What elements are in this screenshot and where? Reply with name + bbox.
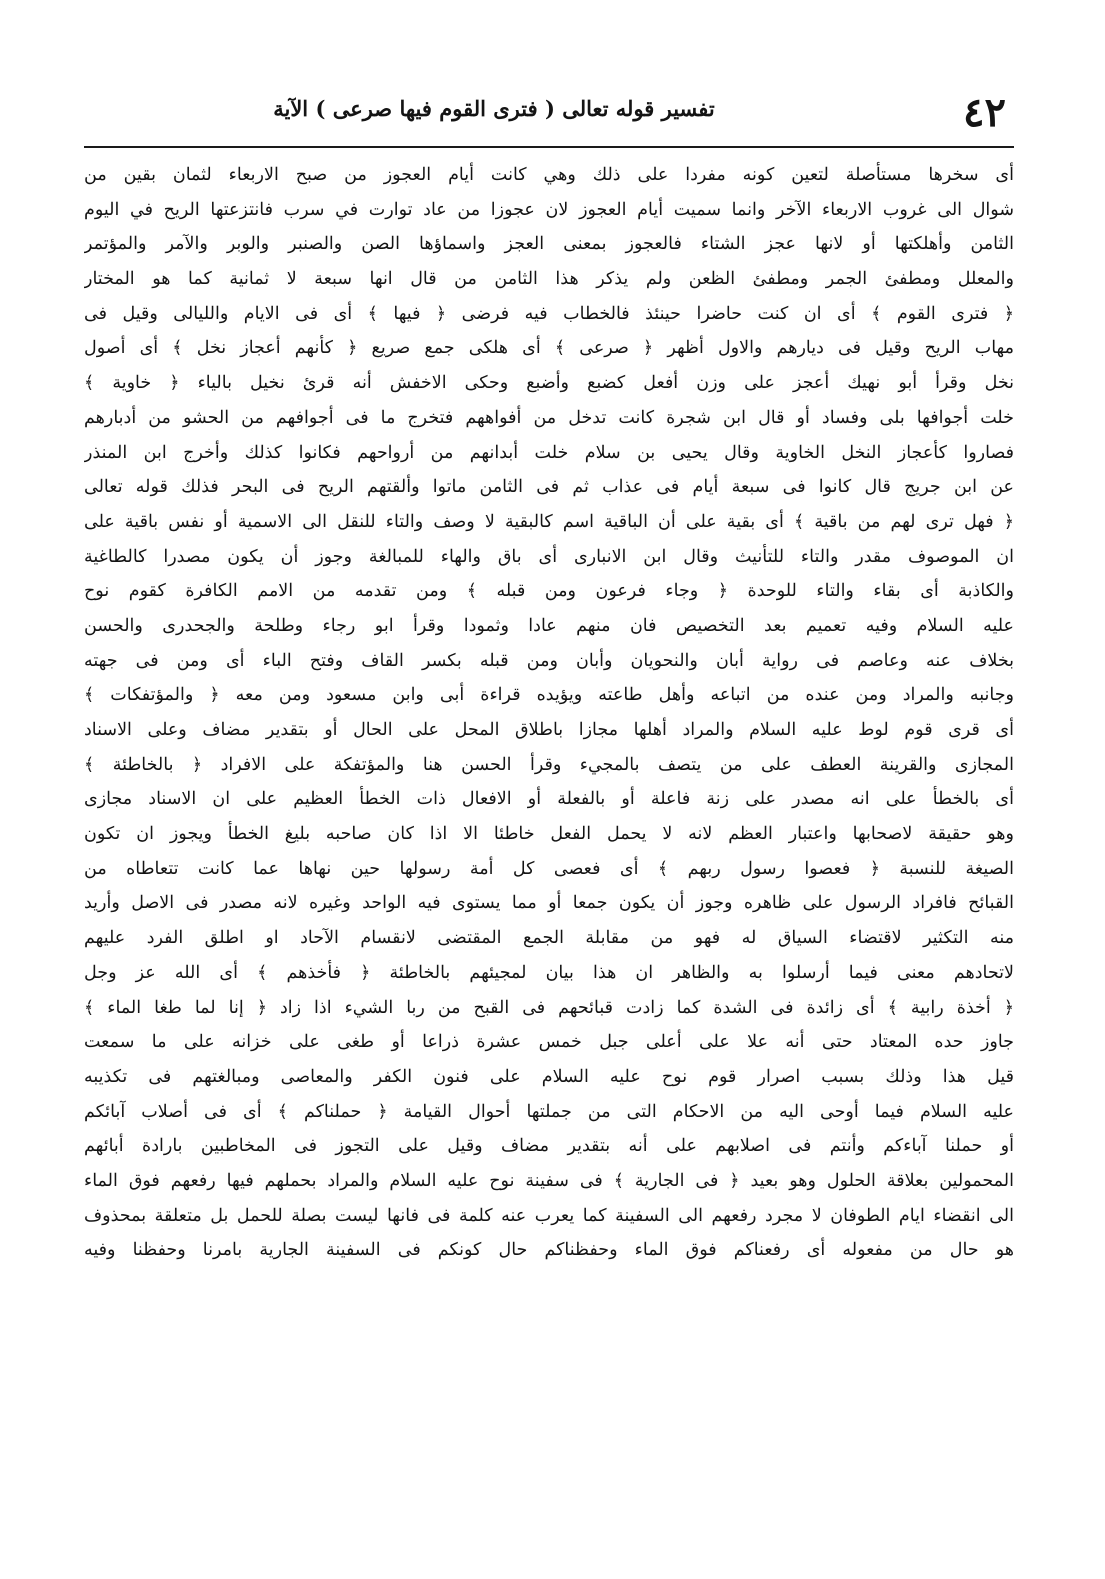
text-line xyxy=(84,1268,1014,1303)
text-line: منه التكثير لاقتضاء السياق له فهو من مقابلة الجمع المقتضى لانقسام الآحاد او اطلق الفرد عليهم xyxy=(84,928,1014,949)
text-line: والكاذبة أى بقاء والتاء للوحدة ﴿ وجاء فرعون ومن قبله ﴾ ومن تقدمه من الامم الكافرة كقوم نوح xyxy=(84,581,1014,602)
text-line: أى بالخطأ على انه مصدر على زنة فاعلة أو بالفعلة أو الافعال ذات الخطأ العظيم على ان الاسناد مجازى xyxy=(84,789,1014,810)
text-line: هو حال من مفعوله أى رفعناكم فوق الماء وحفظناكم حال كونكم فى السفينة الجارية بامرنا وحفظنا وفيه xyxy=(84,1240,1014,1261)
text-line: وجانبه والمراد ومن عنده من اتباعه وأهل طاعته ويؤيده قراءة أبى وابن مسعود ومن معه ﴿ والمؤتفكات ﴾ xyxy=(84,685,1014,706)
text-line: شوال الى غروب الاربعاء الآخر وانما سميت أيام العجوز لان عجوزا من عاد توارت في سرب فانتزعتها الريح في اليوم xyxy=(84,199,1014,220)
text-line: أى سخرها مستأصلة لتعين كونه مفردا على ذلك وهي كانت أيام العجوز من صبح الاربعاء لثمان بقين من xyxy=(84,165,1014,185)
text-line xyxy=(84,1407,1014,1442)
text-line: ﴿ أخذة رابية ﴾ أى زائدة فى الشدة كما زادت قبائحهم فى القبح من ربا الشيء اذا زاد ﴿ إنا لما طغا الماء ﴾ xyxy=(84,997,1014,1018)
text-line: فصاروا كأعجاز النخل الخاوية وقال يحيى بن سلام خلت أبدانهم من أرواحهم فكانوا كذلك وأخرج ابن المنذر xyxy=(84,442,1014,463)
text-line xyxy=(84,1441,1014,1476)
text-line xyxy=(84,1372,1014,1407)
text-line xyxy=(84,1476,1014,1511)
text-line: خلت أجوافها بلى وفساد أو قال ابن شجرة كانت تدخل من أفواههم فتخرج ما فى أجوافهم من الحشو من أدبارهم xyxy=(84,407,1014,428)
book-page xyxy=(84,86,1014,1486)
text-line: بخلاف عنه وعاصم فى رواية أبان والنحويان وأبان ومن قبله بكسر القاف وفتح الباء أى ومن فى جهته xyxy=(84,650,1014,671)
body-text xyxy=(84,158,1014,1511)
text-line: مهاب الريح وقيل فى ديارهم والاول أظهر ﴿ صرعى ﴾ أى هلكى جمع صريع ﴿ كأنهم أعجاز نخل ﴾ أى أصول xyxy=(84,338,1014,359)
text-line: عليه السلام وفيه تعميم بعد التخصيص فان منهم عادا وثمودا وقرأ ابو رجاء وطلحة والجحدرى والحسن xyxy=(84,615,1014,636)
text-line xyxy=(84,1337,1014,1372)
text-line: ان الموصوف مقدر والتاء للتأنيث وقال ابن الانبارى أى باق والهاء للمبالغة وجوز أن يكون مصدرا كالطاغية xyxy=(84,546,1014,567)
text-line: ﴿ فهل ترى لهم من باقية ﴾ أى بقية على أن الباقية اسم كالبقية لا وصف والتاء للنقل الى الاسمية أو نفس باقية على xyxy=(84,511,1014,532)
text-line: نخل وقرأ أبو نهيك أعجز على وزن أفعل كضبع وأضبع وحكى الاخفش أنه قرئ نخيل بالياء ﴿ خاوية ﴾ xyxy=(84,373,1014,394)
text-line xyxy=(84,1303,1014,1338)
text-line: الثامن وأهلكتها أو لانها عجز الشتاء فالعجوز بمعنى العجز واسماؤها الصن والصنبر والوبر والآمر والمؤتمر xyxy=(84,234,1014,255)
text-line: المحمولين بعلاقة الحلول وهو بعيد ﴿ فى الجارية ﴾ فى سفينة نوح عليه السلام والمراد بحملهم فيها رفعهم فوق الماء xyxy=(84,1170,1014,1191)
text-line: أى قرى قوم لوط عليه السلام والمراد أهلها مجازا باطلاق المحل على الحال أو بتقدير مضاف وعلى الاسناد xyxy=(84,720,1014,740)
text-line: أو حملنا آباءكم وأنتم فى اصلابهم على أنه بتقدير مضاف وقيل على التجوز فى المخاطبين بارادة أبائهم xyxy=(84,1136,1014,1157)
header-rule xyxy=(84,146,1014,148)
running-title: تفسير قوله تعالى ( فترى القوم فيها صرعى ) الآية xyxy=(273,96,715,121)
text-line: عن ابن جريج قال كانوا فى سبعة أيام فى عذاب ثم فى الثامن ماتوا وألقتهم الريح فى البحر فذلك قوله تعالى xyxy=(84,477,1014,498)
text-line: لاتحادهم معنى فيما أرسلوا به والظاهر ان هذا بيان لمجيئهم بالخاطئة ﴿ فأخذهم ﴾ أى الله عز وجل xyxy=(84,962,1014,983)
text-line: وهو حقيقة لاصحابها واعتبار العظم لانه لا يحمل الفعل خاطئا الا اذا كان صاحبه بليغ الخطأ ويجوز ان تكون xyxy=(84,824,1014,845)
page-number: ٤٢ xyxy=(963,89,1006,136)
text-line: القبائح فافراد الرسول على ظاهره وجوز أن يكون جمعا أو مما يستوى فيه الواحد وغيره لانه مصدر فى الاصل وأريد xyxy=(84,893,1014,914)
text-line: ﴿ فترى القوم ﴾ أى ان كنت حاضرا حينئذ فالخطاب فيه فرضى ﴿ فيها ﴾ أى فى الايام والليالى وقيل فى xyxy=(84,303,1014,324)
page-header xyxy=(84,86,1014,144)
text-line: قيل هذا وذلك بسبب اصرار قوم نوح عليه السلام على فنون الكفر والمعاصى ومبالغتهم فى تكذيبه xyxy=(84,1066,1014,1087)
text-line: جاوز حده المعتاد حتى أنه علا على أعلى جبل خمس عشرة ذراعا أو طغى على خزانه على ما سمعت xyxy=(84,1032,1014,1053)
text-line: عليه السلام فيما أوحى اليه من الاحكام التى من جملتها أحوال القيامة ﴿ حملناكم ﴾ أى فى أصلاب آبائكم xyxy=(84,1101,1014,1122)
text-line: والمعلل ومطفئ الجمر ومطفئ الظعن ولم يذكر هذا الثامن من قال انها سبعة لا ثمانية كما هو المختار xyxy=(84,269,1014,290)
text-line: الصيغة للنسبة ﴿ فعصوا رسول ربهم ﴾ أى فعصى كل أمة رسولها حين نهاها عما كانت تتعاطاه من xyxy=(84,858,1014,879)
text-line: الى انقضاء ايام الطوفان لا مجرد رفعهم الى السفينة كما يعرب عنه كلمة فى فانها ليست بصلة للحمل بل متعلقة بمحذوف xyxy=(84,1205,1014,1226)
text-line: المجازى والقرينة العطف على من يتصف بالمجيء وقرأ الحسن هنا والمؤتفكة على الافراد ﴿ بالخاطئة ﴾ xyxy=(84,754,1014,775)
